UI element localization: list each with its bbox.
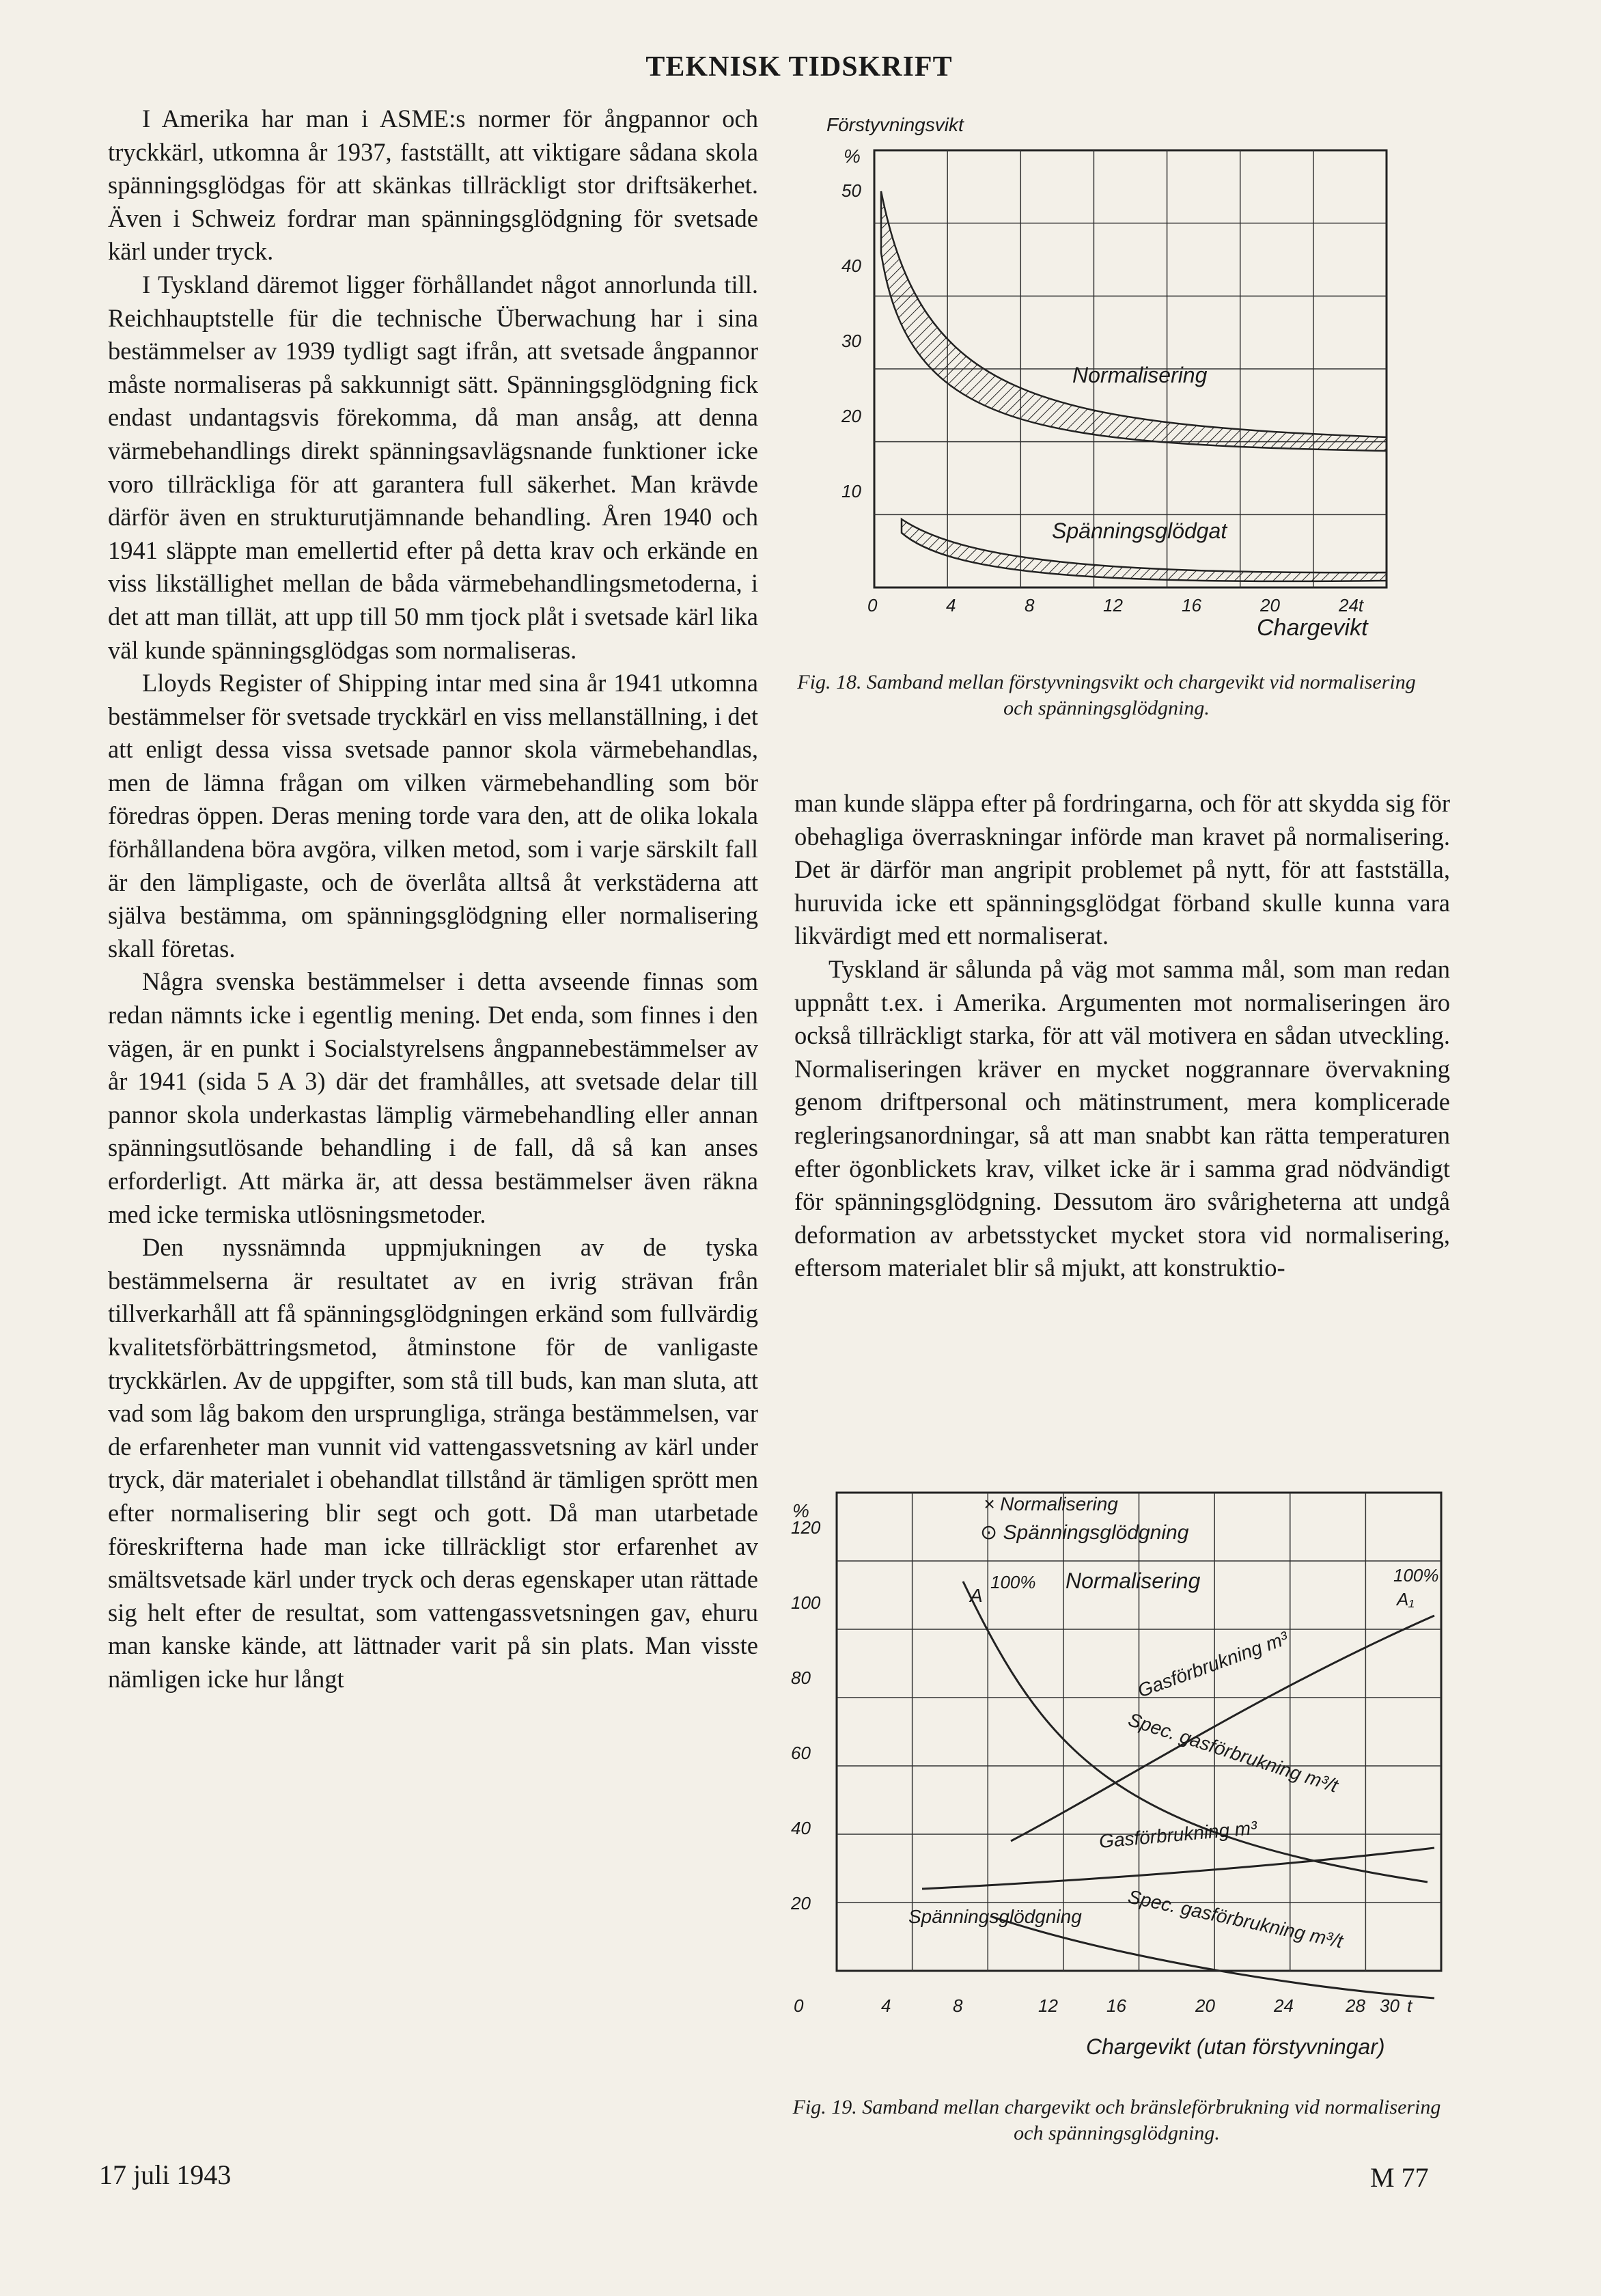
figure-18 xyxy=(826,109,1455,642)
fig18-x-ticks xyxy=(867,595,1365,616)
fig19-label-gas-norm: Gasförbrukning m³ xyxy=(1134,1627,1291,1702)
fig19-y-tick: 20 xyxy=(791,1893,811,1913)
fig18-y-tick: 50 xyxy=(841,180,861,201)
fig19-label-A: A xyxy=(970,1585,983,1606)
paragraph: I Tyskland däremot ligger förhållandet något annorlunda till. Reichhauptstelle für die technische Überwachung har i sina bestämmelser av 1939 tydligt sagt ifrån, att svetsade ångpannor måste normaliseras på sakkunnigt sätt. Spänningsglödgning fick endast undantagsvis förekomma, då man ansåg, att denna värmebehandlings direkt spänningsavlägsnande funktioner icke voro tillräckliga för att garantera full säkerhet. Man krävde därför även en strukturutjämnande behandling. Åren 1940 och 1941 släppte man emellertid efter på detta krav och erkände en viss likställighet mellan de båda värmebehandlingsmetoderna, i det att man tillät, att upp till 50 mm tjock plåt i svetsade kärl lika väl kunde spänningsglödgas som normaliseras. xyxy=(108,270,758,664)
fig18-x-tick: 8 xyxy=(1025,595,1035,616)
footer-page: M 77 xyxy=(1370,2162,1429,2193)
journal-header: TEKNISK TIDSKRIFT xyxy=(645,51,953,83)
fig19-curve-spec-span xyxy=(990,1916,1434,1998)
figure-18-chart xyxy=(826,109,1455,642)
fig19-x-tick: 28 xyxy=(1346,1995,1365,2016)
fig18-xlabel: Chargevikt xyxy=(1257,615,1368,641)
figure-19-caption: Fig. 19. Samband mellan chargevikt och bränsleförbrukning vid normalisering och spänningsglödgning. xyxy=(792,2096,1441,2144)
fig19-x-tick: 0 xyxy=(794,1995,804,2016)
fig18-x-tick: 24t xyxy=(1339,595,1364,616)
fig19-y-tick: 120 xyxy=(791,1517,821,1538)
fig19-y-tick: 60 xyxy=(791,1743,811,1763)
fig18-y-tick: 40 xyxy=(841,255,861,276)
paragraph: Den nyssnämnda uppmjukningen av de tyska bestämmelserna är resultatet av en ivrig strävan från tillverkarhåll att få spänningsglödgningen erkänd som fullvärdig kvalitetsförbättringsmetod, åtminstone för de vanligaste tryckkärlen. Av de uppgifter, som stå till buds, kan man sluta, att vad som låg bakom den ursprungliga, stränga bestämmelsen, var de erfarenheter man vunnit vid vattengassvetsning av kärl under tryck, där materialet i obehandlat tillstånd är tämligen sprött men efter normalisering blir segt och gott. Då man utarbetade föreskrifterna hade man icke tillräckligt stor erfarenhet av smältsvetsade kärl under tryck och deras egenskaper utan rättade sig helt efter de resultat, som vattengassvetsningen gav, ehuru man kanske kände, att lättnader varit på sin plats. Man visste nämligen icke hur långt xyxy=(108,1233,758,1693)
paragraph: Lloyds Register of Shipping intar med sina år 1941 utkomna bestämmelser för svetsade tryckkärl en viss mellanställning, i det att enligt dessa vissa svetsade pannor skola värmebehandlas, men de lämna frågan om vilken värmebehandling som bör föredras öppen. Deras mening torde vara den, att de olika lokala förhållandena böra avgöra, vilken metod, som i varje särskilt fall är den lämpligaste, och de överlåta alltså åt verkstäderna att själva bestämma, om spänningsglödgning eller normalisering skall företas. xyxy=(108,669,758,963)
fig19-unit: % xyxy=(792,1500,809,1521)
fig18-ylabel-title: Förstyvningsvikt xyxy=(826,114,964,135)
fig19-label-spec-span: Spec. gasförbrukning m³/t xyxy=(1126,1885,1345,1952)
fig19-x-tick: 24 xyxy=(1274,1995,1294,2016)
paragraph: I Amerika har man i ASME:s normer för ångpannor och tryckkärl, utkomna år 1937, fastställt, att viktigare sådana skola spänningsglödgas för att skänkas tillräckligt stor driftsäkerhet. Även i Schweiz fordrar man spänningsglödgning för svetsade kärl under tryck. xyxy=(108,105,758,266)
fig19-x-tick: t xyxy=(1407,1995,1412,2016)
fig18-x-tick: 12 xyxy=(1103,595,1123,616)
fig19-label-A1: A₁ xyxy=(1397,1589,1415,1609)
paragraph: Tyskland är sålunda på väg mot samma mål, som man redan uppnått t.ex. i Amerika. Argumenten mot normaliseringen äro också tillräckligt starka, för att väl motivera en sådan utveckling. Normaliseringen kräver en mycket noggrannare övervakning genom driftpersonal och mätinstrument, mera komplicerade regleringsanordningar, så att man snabbt kan rätta temperaturen efter ögonblickets krav, vilket icke är i samma grad nödvändigt för spänningsglödgning. Dessutom äro svårigheterna att undgå deformation av arbetsstycket mycket stora vid normalisering, eftersom materialet blir så mjukt, att konstruktio- xyxy=(794,954,1450,1282)
fig19-label-spec-norm: Spec. gasförbrukning m³/t xyxy=(1126,1709,1341,1797)
fig19-x-tick: 8 xyxy=(953,1995,963,2016)
paragraph: man kunde släppa efter på fordringarna, och för att skydda sig för obehagliga överraskningar införde man kravet på normalisering. Det är därför man angripit problemet på nytt, för att fastställa, huruvida icke ett spänningsglödgat förband skulle kunna vara likvärdigt med ett normaliserat. xyxy=(794,789,1450,950)
fig19-y-tick: 40 xyxy=(791,1818,811,1838)
fig19-curve-gas-span xyxy=(922,1848,1434,1889)
fig19-x-tick: 30 xyxy=(1380,1995,1400,2016)
fig18-x-tick: 0 xyxy=(867,595,878,616)
left-text-column xyxy=(108,102,758,1696)
fig19-x-ticks xyxy=(794,1995,1413,2016)
fig19-x-tick: 16 xyxy=(1106,1995,1126,2016)
right-text-column xyxy=(794,787,1450,1285)
fig19-label-normalisering: Normalisering xyxy=(1066,1568,1201,1593)
fig19-legend-normalisering: × Normalisering xyxy=(984,1493,1118,1514)
fig19-y-tick: 80 xyxy=(791,1668,811,1688)
fig19-label-gas-span: Gasförbrukning m³ xyxy=(1098,1816,1258,1852)
fig18-unit: % xyxy=(844,146,861,167)
fig19-legend-spanningsglodgning: ⊙ Spänningsglödgning xyxy=(980,1521,1189,1544)
fig18-y-ticks xyxy=(841,180,861,501)
fig19-x-tick: 4 xyxy=(881,1995,891,2016)
fig19-x-tick: 20 xyxy=(1195,1995,1215,2016)
fig18-label-normalisering: Normalisering xyxy=(1072,363,1208,387)
fig18-x-tick: 16 xyxy=(1182,595,1201,616)
fig18-x-tick: 20 xyxy=(1260,595,1280,616)
fig19-x-tick: 12 xyxy=(1038,1995,1058,2016)
fig19-label-100: 100% xyxy=(990,1572,1036,1592)
fig18-y-tick: 10 xyxy=(841,481,861,501)
fig19-y-ticks xyxy=(790,1517,821,1913)
footer-date: 17 juli 1943 xyxy=(99,2159,232,2190)
fig19-y-tick: 100 xyxy=(791,1592,821,1613)
figure-18-caption: Fig. 18. Samband mellan förstyvningsvikt och chargevikt vid normalisering och spänningsglödgning. xyxy=(797,671,1416,719)
paragraph: Några svenska bestämmelser i detta avseende finnas som redan nämnts icke i egentlig mening. Det enda, som finnes i den vägen, är en punkt i Socialstyrelsens ångpannebestämmelser av år 1941 (sida 5 A 3) där det framhålles, att svetsade delar till pannor skola underkastas lämplig värmebehandling eller annan spänningsutlösande behandling i de fall, då så kan anses erforderligt. Att märka är, att dessa bestämmelser även räkna med icke termiska utlösningsmetoder. xyxy=(108,967,758,1228)
fig18-normalisering-band xyxy=(881,191,1387,451)
fig19-label-spanningsglodgning: Spänningsglödgning xyxy=(908,1906,1082,1927)
fig19-label-100r: 100% xyxy=(1393,1565,1439,1586)
fig19-xlabel: Chargevikt (utan förstyvningar) xyxy=(1086,2034,1385,2059)
fig18-y-tick: 30 xyxy=(841,331,861,351)
fig18-label-spanningsglodgat: Spänningsglödgat xyxy=(1052,518,1227,543)
fig18-y-tick: 20 xyxy=(841,406,861,426)
figure-19-chart xyxy=(785,1493,1462,2060)
figure-19 xyxy=(785,1493,1462,2060)
fig18-x-tick: 4 xyxy=(946,595,956,616)
